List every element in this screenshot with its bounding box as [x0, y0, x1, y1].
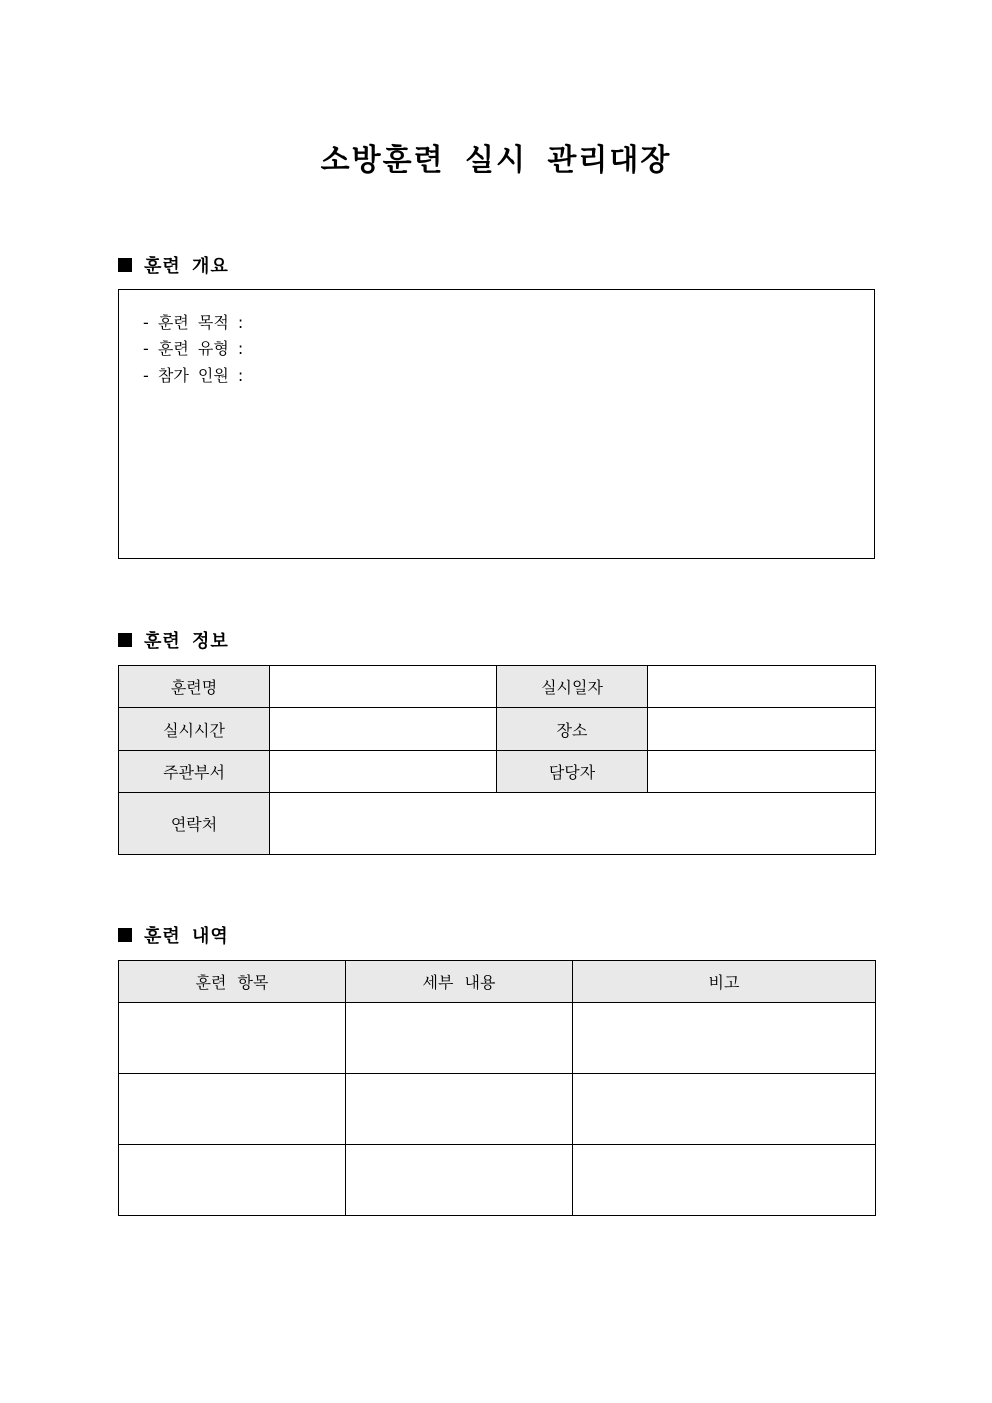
label-manager: 담당자	[497, 751, 648, 793]
value-manager[interactable]	[648, 751, 876, 793]
table-cell[interactable]	[119, 1003, 346, 1074]
page-title: 소방훈련 실시 관리대장	[320, 143, 672, 178]
value-date[interactable]	[648, 666, 876, 708]
table-cell[interactable]	[346, 1074, 573, 1145]
value-training-name[interactable]	[270, 666, 497, 708]
value-place[interactable]	[648, 708, 876, 751]
table-row	[119, 1074, 876, 1145]
label-department: 주관부서	[119, 751, 270, 793]
overview-type-line: - 훈련 유형 :	[143, 339, 244, 358]
table-cell[interactable]	[573, 1145, 876, 1216]
table-cell[interactable]	[573, 1003, 876, 1074]
table-cell[interactable]	[119, 1074, 346, 1145]
value-contact[interactable]	[270, 793, 876, 855]
section-heading-label: 훈련 내역	[144, 926, 229, 947]
value-department[interactable]	[270, 751, 497, 793]
table-row	[119, 708, 876, 751]
square-bullet-icon	[118, 633, 132, 647]
overview-purpose-line: - 훈련 목적 :	[143, 313, 244, 332]
table-row	[119, 751, 876, 793]
overview-box	[118, 289, 875, 559]
section-heading-overview	[118, 253, 229, 277]
label-time: 실시시간	[119, 708, 270, 751]
section-heading-info	[118, 628, 229, 652]
column-header-content: 세부 내용	[346, 961, 573, 1003]
table-row	[119, 1145, 876, 1216]
value-time[interactable]	[270, 708, 497, 751]
label-contact: 연락처	[119, 793, 270, 855]
table-row	[119, 793, 876, 855]
table-cell[interactable]	[119, 1145, 346, 1216]
table-cell[interactable]	[573, 1074, 876, 1145]
section-heading-label: 훈련 개요	[144, 256, 229, 277]
table-header-row	[119, 961, 876, 1003]
square-bullet-icon	[118, 928, 132, 942]
square-bullet-icon	[118, 258, 132, 272]
table-row	[119, 1003, 876, 1074]
label-date: 실시일자	[497, 666, 648, 708]
section-heading-details	[118, 923, 229, 947]
column-header-remarks: 비고	[573, 961, 876, 1003]
details-table	[118, 960, 876, 1216]
label-place: 장소	[497, 708, 648, 751]
column-header-item: 훈련 항목	[119, 961, 346, 1003]
section-heading-label: 훈련 정보	[144, 631, 229, 652]
table-cell[interactable]	[346, 1145, 573, 1216]
table-row	[119, 666, 876, 708]
table-cell[interactable]	[346, 1003, 573, 1074]
overview-participants-line: - 참가 인원 :	[143, 366, 244, 385]
label-training-name: 훈련명	[119, 666, 270, 708]
info-table	[118, 665, 876, 855]
